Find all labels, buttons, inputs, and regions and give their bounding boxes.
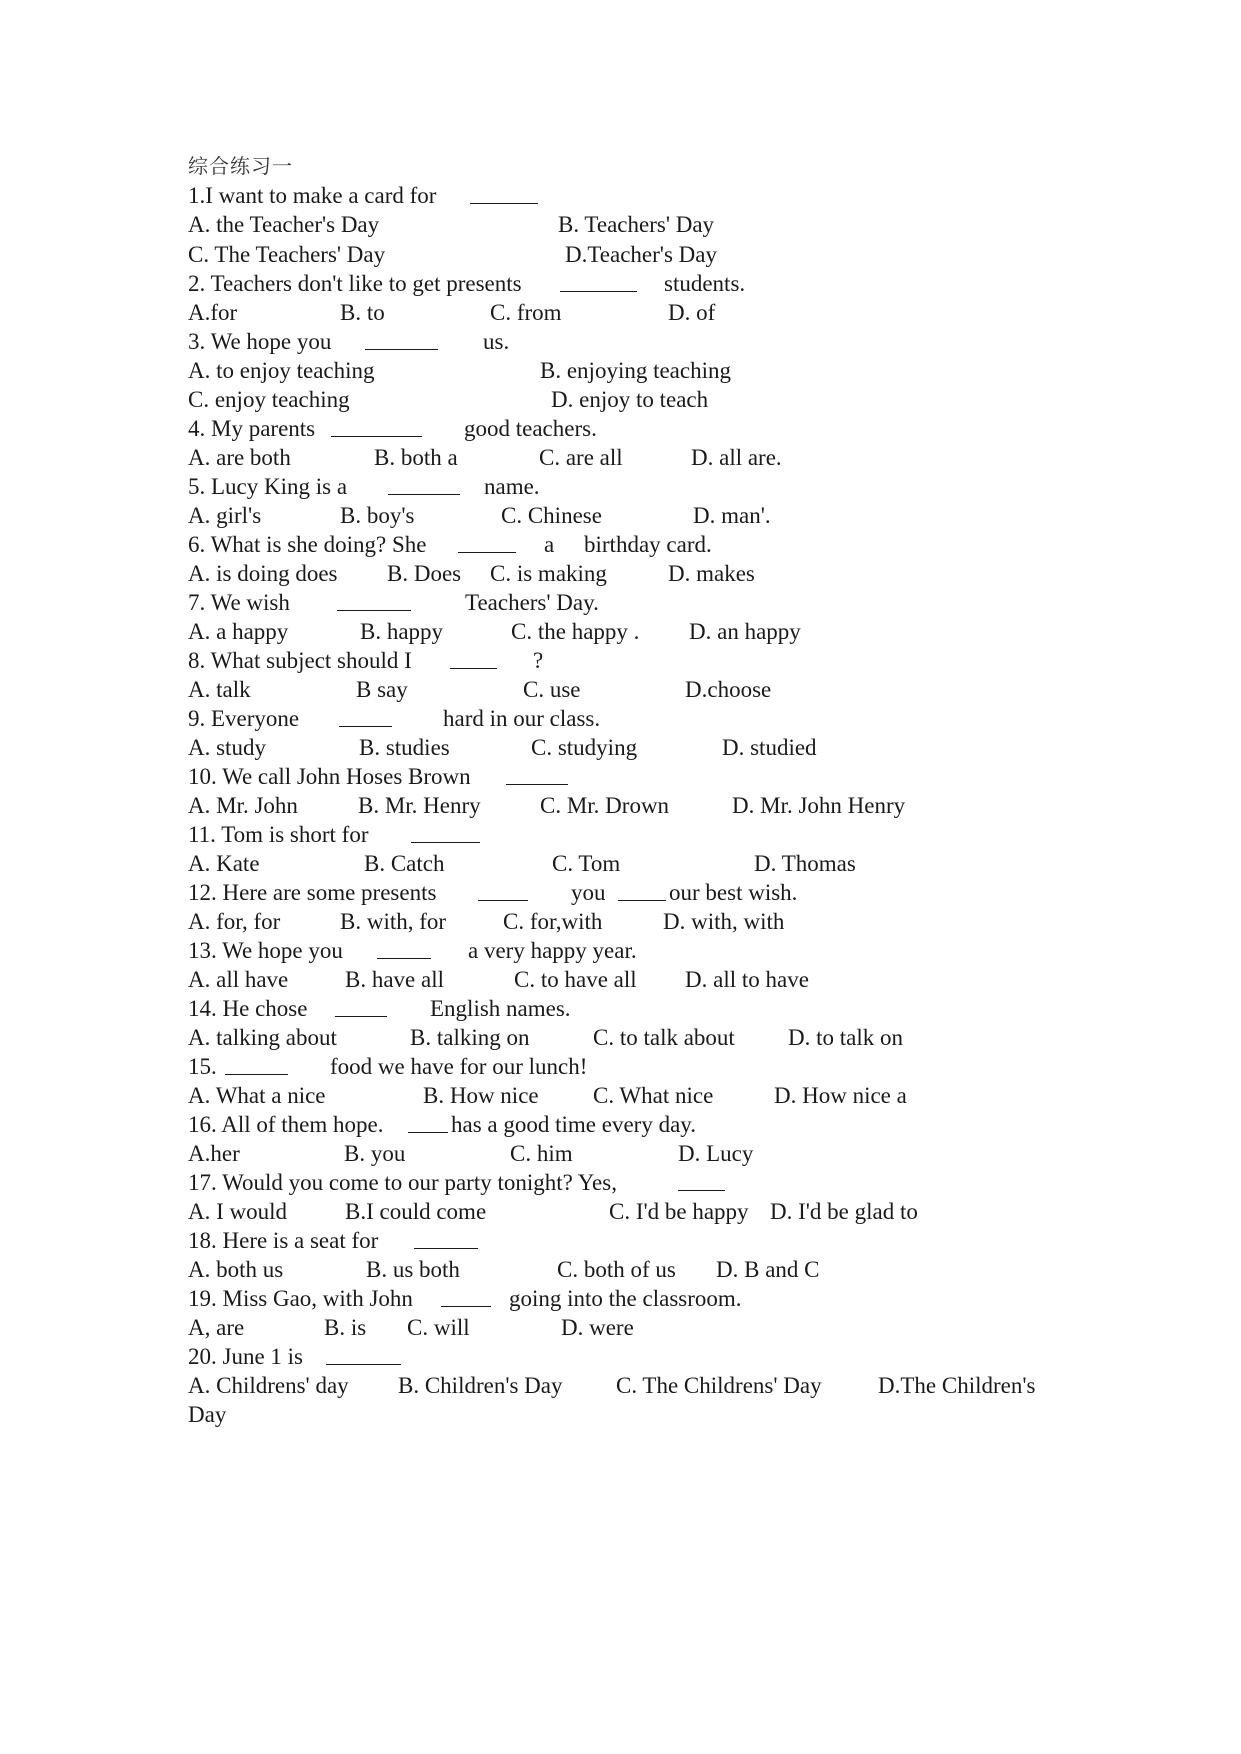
option-a: A.her — [188, 1141, 240, 1166]
answer-blank — [337, 610, 411, 611]
option-c: C. to have all — [514, 967, 637, 992]
question-text: 5. Lucy King is a — [188, 474, 348, 499]
question-text: 18. Here is a seat for — [188, 1228, 379, 1253]
question-text-cont: us. — [483, 329, 510, 354]
option-d: D. an happy — [689, 619, 801, 644]
answer-blank — [450, 668, 497, 669]
option-c: C. is making — [490, 561, 607, 586]
option-d: D.choose — [685, 677, 772, 702]
option-d: D.The Children's — [878, 1373, 1036, 1398]
option-d: D. of — [668, 300, 716, 325]
option-d: D. with, with — [663, 909, 785, 934]
question-text: 4. My parents — [188, 416, 316, 441]
option-a: A. are both — [188, 445, 291, 470]
option-a: A. for, for — [188, 909, 281, 934]
option-c: C. both of us — [557, 1257, 676, 1282]
option-d: D. I'd be glad to — [770, 1199, 918, 1224]
question-text-cont: food we have for our lunch! — [330, 1054, 588, 1079]
question-text: 2. Teachers don't like to get presents — [188, 271, 522, 296]
option-d: D. B and C — [716, 1257, 820, 1282]
question-text: 15. — [188, 1054, 217, 1079]
option-b: B. with, for — [340, 909, 447, 934]
answer-blank — [478, 900, 528, 901]
answer-blank — [377, 958, 431, 959]
option-b: B. both a — [374, 445, 458, 470]
question-text-cont: a very happy year. — [468, 938, 637, 963]
worksheet-title: 综合练习一 — [188, 154, 293, 178]
answer-blank — [225, 1074, 288, 1075]
option-b: B say — [356, 677, 408, 702]
option-b: B. Children's Day — [398, 1373, 563, 1398]
option-d: D. enjoy to teach — [551, 387, 709, 412]
option-d: D. studied — [722, 735, 817, 760]
option-a: A. a happy — [188, 619, 289, 644]
option-b: B. Does — [387, 561, 462, 586]
question-text-cont: Teachers' Day. — [465, 590, 599, 615]
option-a: A. study — [188, 735, 266, 760]
question-text-cont: a — [544, 532, 555, 557]
option-d: D. to talk on — [788, 1025, 903, 1050]
option-b: B. Mr. Henry — [358, 793, 481, 818]
option-c: C. The Teachers' Day — [188, 242, 386, 267]
question-text: 20. June 1 is — [188, 1344, 303, 1369]
question-text: 11. Tom is short for — [188, 822, 369, 847]
option-c: C. will — [407, 1315, 470, 1340]
option-a: A. both us — [188, 1257, 284, 1282]
option-c: C. to talk about — [593, 1025, 735, 1050]
answer-blank — [339, 726, 392, 727]
option-c: C. Tom — [552, 851, 621, 876]
option-a: A. Childrens' day — [188, 1373, 349, 1398]
option-d: D. Mr. John Henry — [732, 793, 906, 818]
question-text: 17. Would you come to our party tonight? Yes, — [188, 1170, 617, 1195]
option-b: B. How nice — [423, 1083, 539, 1108]
question-text: 8. What subject should I — [188, 648, 412, 673]
question-text-cont: has a good time every day. — [451, 1112, 697, 1137]
option-a: A. I would — [188, 1199, 288, 1224]
option-d: D. makes — [668, 561, 755, 586]
option-c: C. Chinese — [501, 503, 602, 528]
answer-blank-2 — [618, 900, 666, 901]
answer-blank — [335, 1016, 387, 1017]
option-b: B. have all — [345, 967, 444, 992]
option-c: C. from — [490, 300, 562, 325]
question-text-cont: you — [571, 880, 606, 905]
answer-blank — [506, 784, 568, 785]
answer-blank — [560, 291, 637, 292]
answer-blank — [458, 552, 516, 553]
answer-blank — [441, 1306, 491, 1307]
option-d: D. were — [561, 1315, 634, 1340]
question-text: 9. Everyone — [188, 706, 300, 731]
option-c: C. studying — [531, 735, 638, 760]
question-text-end: our best wish. — [669, 880, 798, 905]
option-a: A. talking about — [188, 1025, 337, 1050]
option-d: D. Lucy — [678, 1141, 754, 1166]
option-a: A.for — [188, 300, 238, 325]
option-d: D.Teacher's Day — [565, 242, 717, 267]
question-text-cont: name. — [484, 474, 540, 499]
answer-blank — [365, 349, 438, 350]
option-d: D. man'. — [693, 503, 771, 528]
option-c: C. What nice — [593, 1083, 714, 1108]
option-d: D. How nice a — [774, 1083, 907, 1108]
option-b: B. us both — [366, 1257, 460, 1282]
option-a: A, are — [188, 1315, 245, 1340]
option-b: B. you — [344, 1141, 406, 1166]
answer-blank — [408, 1132, 448, 1133]
option-a: A. talk — [188, 677, 251, 702]
option-b: B. talking on — [410, 1025, 530, 1050]
option-a: A. What a nice — [188, 1083, 326, 1108]
option-d: D. Thomas — [754, 851, 856, 876]
question-text: 16. All of them hope. — [188, 1112, 384, 1137]
option-a: A. is doing does — [188, 561, 338, 586]
question-text-cont: good teachers. — [464, 416, 597, 441]
option-b: B. boy's — [340, 503, 415, 528]
question-text-cont: hard in our class. — [443, 706, 601, 731]
question-text: 19. Miss Gao, with John — [188, 1286, 413, 1311]
question-text: 6. What is she doing? She — [188, 532, 427, 557]
answer-blank — [411, 842, 480, 843]
question-text: 10. We call John Hoses Brown — [188, 764, 471, 789]
question-text-cont: students. — [664, 271, 746, 296]
option-b: B. happy — [360, 619, 444, 644]
option-b: B. is — [324, 1315, 367, 1340]
option-b: B.I could come — [345, 1199, 487, 1224]
question-text: 7. We wish — [188, 590, 290, 615]
option-b: B. Catch — [364, 851, 445, 876]
option-b: B. Teachers' Day — [558, 212, 715, 237]
option-c: C. Mr. Drown — [540, 793, 670, 818]
answer-blank — [678, 1190, 725, 1191]
option-b: B. enjoying teaching — [540, 358, 731, 383]
question-text-end: birthday card. — [584, 532, 712, 557]
question-text-cont: ? — [533, 648, 544, 673]
answer-blank — [388, 494, 460, 495]
question-text: 12. Here are some presents — [188, 880, 437, 905]
option-d: D. all to have — [685, 967, 809, 992]
question-text: 3. We hope you — [188, 329, 332, 354]
option-c: C. I'd be happy — [609, 1199, 749, 1224]
option-a: A. all have — [188, 967, 289, 992]
answer-blank — [414, 1248, 478, 1249]
question-text-cont: going into the classroom. — [509, 1286, 742, 1311]
question-text: 1.I want to make a card for — [188, 183, 437, 208]
option-d: D. all are. — [691, 445, 782, 470]
answer-blank — [470, 203, 538, 204]
option-c: C. for,with — [503, 909, 603, 934]
option-c: C. use — [523, 677, 581, 702]
option-b: B. studies — [359, 735, 450, 760]
answer-blank — [326, 1364, 401, 1365]
option-c: C. him — [510, 1141, 573, 1166]
option-c: C. The Childrens' Day — [616, 1373, 822, 1398]
option-d-wrap: Day — [188, 1402, 227, 1427]
option-c: C. the happy . — [511, 619, 640, 644]
option-a: A. Mr. John — [188, 793, 298, 818]
option-a: A. Kate — [188, 851, 260, 876]
option-a: A. to enjoy teaching — [188, 358, 375, 383]
option-a: A. the Teacher's Day — [188, 212, 380, 237]
question-text: 13. We hope you — [188, 938, 343, 963]
option-b: B. to — [340, 300, 385, 325]
option-a: A. girl's — [188, 503, 262, 528]
question-text: 14. He chose — [188, 996, 308, 1021]
option-c: C. enjoy teaching — [188, 387, 350, 412]
question-text-cont: English names. — [430, 996, 571, 1021]
answer-blank — [331, 436, 422, 437]
option-c: C. are all — [539, 445, 623, 470]
